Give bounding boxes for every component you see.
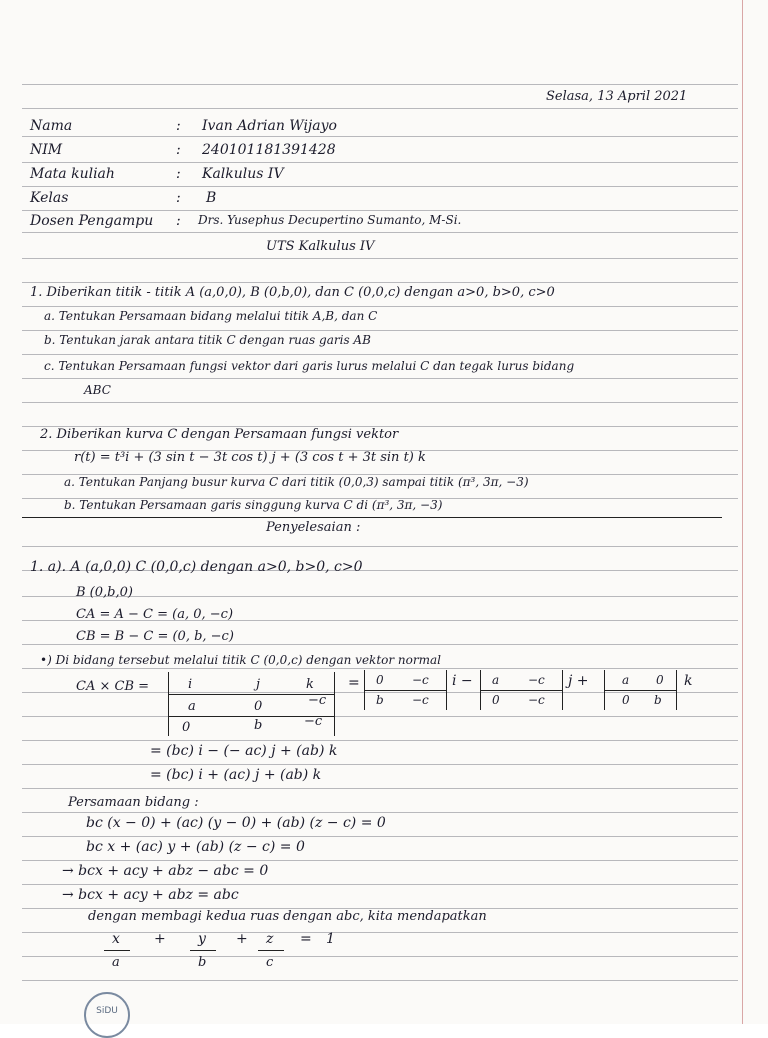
- frac-denominator-c: c: [266, 955, 274, 970]
- ruled-line: [22, 546, 738, 547]
- expand-operator: j +: [568, 673, 589, 689]
- ruled-line: [22, 980, 738, 981]
- matrix-cell: j: [256, 677, 261, 692]
- sol-line-ca: CA = A − C = (a, 0, −c): [76, 607, 234, 622]
- minor-cell: 0: [492, 693, 500, 707]
- ruled-line: [22, 330, 738, 331]
- margin-line: [742, 0, 743, 1024]
- field-value-dosen: Drs. Yusephus Decupertino Sumanto, M-Si.: [198, 213, 462, 227]
- minor-cell: b: [376, 693, 384, 707]
- ruled-line: [22, 668, 738, 669]
- ruled-line: [22, 644, 738, 645]
- ruled-line: [22, 108, 738, 109]
- minor-cell: 0: [656, 673, 664, 687]
- matrix-left-border: [168, 672, 169, 736]
- plane-eq-3: → bcx + acy + abz − abc = 0: [62, 863, 269, 879]
- field-value-nama: Ivan Adrian Wijayo: [202, 118, 337, 134]
- ruled-line: [22, 378, 738, 379]
- frac-numerator-y: y: [198, 931, 206, 947]
- ruled-line: [22, 306, 738, 307]
- frac-numerator-z: z: [266, 931, 274, 947]
- ruled-line: [22, 282, 738, 283]
- logo-text: SiDU: [96, 1006, 118, 1016]
- ruled-line: [22, 740, 738, 741]
- matrix-cell: k: [306, 677, 314, 692]
- frac-denominator-a: a: [112, 955, 120, 970]
- fraction-bar: [258, 950, 284, 951]
- minor-border: [676, 670, 677, 710]
- matrix-cell: 0: [254, 699, 263, 714]
- plane-heading: Persamaan bidang :: [68, 795, 199, 810]
- minor-border: [562, 670, 563, 710]
- field-value-matkul: Kalkulus IV: [202, 166, 284, 182]
- matrix-cell: −c: [308, 693, 327, 708]
- fraction-bar: [104, 950, 130, 951]
- date: Selasa, 13 April 2021: [546, 89, 688, 104]
- cross-label: CA × CB =: [76, 679, 150, 694]
- ruled-line: [22, 956, 738, 957]
- frac-plus: +: [236, 931, 248, 947]
- field-colon: :: [176, 142, 181, 158]
- minor-cell: 0: [622, 693, 630, 707]
- expand-operator: k: [684, 673, 693, 689]
- expand-operator: i −: [452, 673, 473, 689]
- minor-cell: −c: [528, 693, 545, 707]
- frac-plus: +: [154, 931, 166, 947]
- minor-cell: −c: [412, 693, 429, 707]
- ruled-line: [22, 402, 738, 403]
- field-value-nim: 240101181391428: [202, 142, 336, 158]
- ruled-line: [22, 354, 738, 355]
- matrix-cell: b: [254, 718, 263, 733]
- field-colon: :: [176, 166, 181, 182]
- field-label-dosen: Dosen Pengampu: [30, 213, 154, 229]
- sol-line-cb: CB = B − C = (0, b, −c): [76, 629, 234, 644]
- minor-cell: −c: [528, 673, 545, 687]
- q1-part-b: b. Tentukan jarak antara titik C dengan ruas garis AB: [44, 333, 371, 347]
- plane-eq-4: → bcx + acy + abz = abc: [62, 887, 239, 903]
- ruled-line: [22, 932, 738, 933]
- sol-line-b: B (0,b,0): [76, 585, 133, 600]
- minor-cell: a: [492, 673, 500, 687]
- frac-denominator-b: b: [198, 955, 207, 970]
- q2-stem: 2. Diberikan kurva C dengan Persamaan fungsi vektor: [40, 427, 399, 442]
- ruled-line: [22, 136, 738, 137]
- ruled-line: [22, 884, 738, 885]
- q1-stem: 1. Diberikan titik - titik A (a,0,0), B (0,b,0), dan C (0,0,c) dengan a>0, b>0, c>0: [30, 285, 555, 300]
- sol-line-points: 1. a). A (a,0,0) C (0,0,c) dengan a>0, b>0, c>0: [30, 559, 363, 575]
- minor-cell: b: [654, 693, 662, 707]
- section-separator: [22, 517, 722, 518]
- ruled-line: [22, 232, 738, 233]
- ruled-line: [22, 258, 738, 259]
- q1-part-c-cont: ABC: [84, 383, 111, 397]
- frac-equals: =: [300, 931, 312, 947]
- field-value-kelas: B: [206, 190, 217, 206]
- matrix-cell: −c: [304, 714, 323, 729]
- divide-note: dengan membagi kedua ruas dengan abc, kita mendapatkan: [88, 909, 487, 924]
- expand-equals: =: [348, 675, 360, 691]
- q2-function: r(t) = t³i + (3 sin t − 3t cos t) j + (3 cos t + 3t sin t) k: [74, 450, 426, 465]
- matrix-cell: 0: [182, 720, 191, 735]
- ruled-line: [22, 186, 738, 187]
- ruled-line: [22, 764, 738, 765]
- sol-line-normal: •) Di bidang tersebut melalui titik C (0,0,c) dengan vektor normal: [40, 653, 441, 667]
- plane-eq-1: bc (x − 0) + (ac) (y − 0) + (ab) (z − c) = 0: [86, 815, 386, 831]
- matrix-cell: a: [188, 699, 196, 714]
- field-label-matkul: Mata kuliah: [30, 166, 115, 182]
- q2-part-a: a. Tentukan Panjang busur kurva C dari titik (0,0,3) sampai titik (π³, 3π, −3): [64, 475, 529, 489]
- ruled-line: [22, 860, 738, 861]
- ruled-line: [22, 84, 738, 85]
- matrix-right-border: [334, 672, 335, 736]
- minor-row-line: [480, 690, 562, 691]
- ruled-line: [22, 716, 738, 717]
- minor-row-line: [604, 690, 676, 691]
- minor-cell: a: [622, 673, 630, 687]
- solution-heading: Penyelesaian :: [266, 520, 361, 535]
- cross-result-2: = (bc) i + (ac) j + (ab) k: [150, 767, 322, 783]
- field-label-nama: Nama: [30, 118, 73, 134]
- matrix-cell: i: [188, 677, 193, 692]
- minor-cell: −c: [412, 673, 429, 687]
- exam-title: UTS Kalkulus IV: [266, 239, 375, 254]
- minor-row-line: [364, 690, 446, 691]
- plane-eq-2: bc x + (ac) y + (ab) (z − c) = 0: [86, 839, 305, 855]
- minor-border: [446, 670, 447, 710]
- fraction-bar: [190, 950, 216, 951]
- field-colon: :: [176, 118, 181, 134]
- field-colon: :: [176, 213, 181, 229]
- q1-part-a: a. Tentukan Persamaan bidang melalui titik A,B, dan C: [44, 309, 378, 323]
- field-label-nim: NIM: [30, 142, 63, 158]
- cross-result-1: = (bc) i − (− ac) j + (ab) k: [150, 743, 338, 759]
- ruled-line: [22, 210, 738, 211]
- minor-cell: 0: [376, 673, 384, 687]
- frac-one: 1: [326, 931, 335, 947]
- frac-numerator-x: x: [112, 931, 120, 947]
- q1-part-c: c. Tentukan Persamaan fungsi vektor dari garis lurus melalui C dan tegak lurus bidang: [44, 359, 575, 373]
- ruled-line: [22, 788, 738, 789]
- ruled-line: [22, 836, 738, 837]
- ruled-line: [22, 812, 738, 813]
- q2-part-b: b. Tentukan Persamaan garis singgung kurva C di (π³, 3π, −3): [64, 498, 443, 512]
- field-label-kelas: Kelas: [30, 190, 69, 206]
- notebook-brand-logo: [84, 992, 130, 1038]
- ruled-line: [22, 162, 738, 163]
- field-colon: :: [176, 190, 181, 206]
